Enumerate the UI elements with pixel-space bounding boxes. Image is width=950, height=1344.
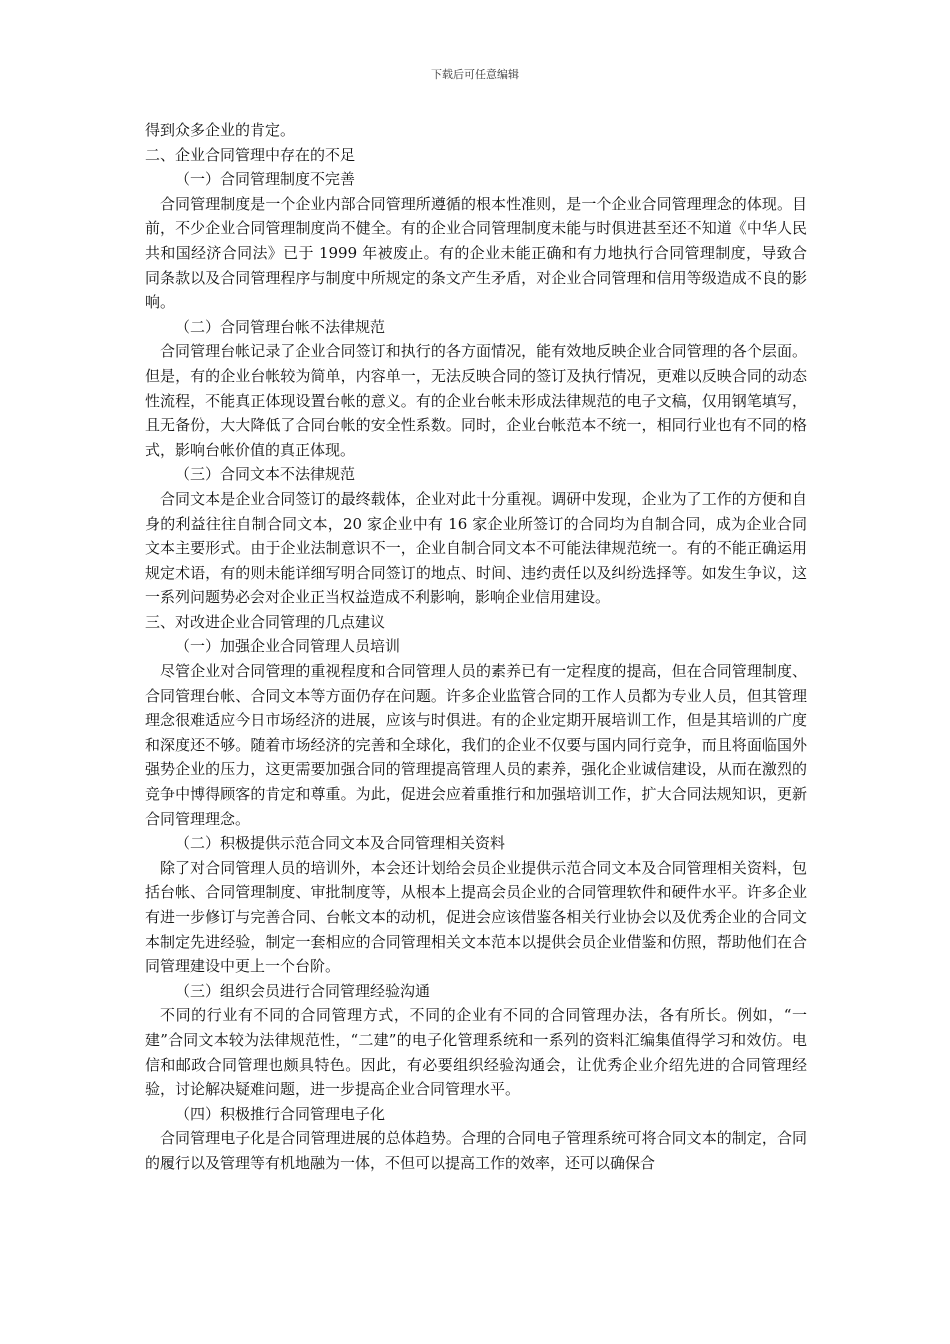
document-body bbox=[145, 118, 807, 1176]
subsection-heading: （三）组织会员进行合同管理经验沟通 bbox=[175, 981, 431, 1000]
body-paragraph: 合同管理制度是一个企业内部合同管理所遵循的根本性准则，是一个企业合同管理理念的体现。目前，不少企业合同管理制度尚不健全。有的企业合同管理制度未能与时俱进甚至还不知道《中华人民共和国经济合同法》已于 1999 年被废止。有的企业未能正确和有力地执行合同管理制度，导致合同条款以及合同管理程序与制度中所规定的条文产生矛盾，对企业合同管理和信用等级造成不良的影响。 bbox=[145, 194, 807, 312]
body-paragraph: 合同文本是企业合同签订的最终载体，企业对此十分重视。调研中发现，企业为了工作的方便和自身的利益往往自制合同文本，20 家企业中有 16 家企业所签订的合同均为自制合同，成为企业合同文本主要形式。由于企业法制意识不一，企业自制合同文本不可能法律规范统一。有的不能正确运用规定术语，有的则未能详细写明合同签订的地点、时间、违约责任以及纠纷选择等。如发生争议，这一系列问题势必会对企业正当权益造成不利影响，影响企业信用建设。 bbox=[145, 489, 807, 607]
subsection-heading: （一）加强企业合同管理人员培训 bbox=[175, 637, 401, 656]
body-paragraph: 除了对合同管理人员的培训外，本会还计划给会员企业提供示范合同文本及合同管理相关资料，包括台帐、合同管理制度、审批制度等，从根本上提高会员企业的合同管理软件和硬件水平。许多企业有进一步修订与完善合同、台帐文本的动机，促进会应该借鉴各相关行业协会以及优秀企业的合同文本制定先进经验，制定一套相应的合同管理相关文本范本以提供会员企业借鉴和仿照，帮助他们在合同管理建设中更上一个台阶。 bbox=[145, 858, 807, 976]
subsection-heading: （二）积极提供示范合同文本及合同管理相关资料 bbox=[175, 834, 506, 853]
subsection-heading: （一）合同管理制度不完善 bbox=[175, 170, 356, 189]
body-paragraph: 合同管理电子化是合同管理进展的总体趋势。合理的合同电子管理系统可将合同文本的制定，合同的履行以及管理等有机地融为一体，不但可以提高工作的效率，还可以确保合 bbox=[145, 1129, 807, 1172]
subsection-heading: （三）合同文本不法律规范 bbox=[175, 465, 356, 484]
page-header: 下载后可任意编辑 bbox=[431, 68, 519, 81]
section-heading: 二、企业合同管理中存在的不足 bbox=[145, 145, 356, 164]
body-paragraph: 不同的行业有不同的合同管理方式，不同的企业有不同的合同管理办法，各有所长。例如，“一建”合同文本较为法律规范性，“二建”的电子化管理系统和一系列的资料汇编集值得学习和效仿。电信和邮政合同管理也颇具特色。因此，有必要组织经验沟通会，让优秀企业介绍先进的合同管理经验，讨论解决疑难问题，进一步提高企业合同管理水平。 bbox=[145, 1006, 807, 1099]
body-paragraph: 尽管企业对合同管理的重视程度和合同管理人员的素养已有一定程度的提高，但在合同管理制度、合同管理台帐、合同文本等方面仍存在问题。许多企业监管合同的工作人员都为专业人员，但其管理理念很难适应今日市场经济的进展，应该与时俱进。有的企业定期开展培训工作，但是其培训的广度和深度还不够。随着市场经济的完善和全球化，我们的企业不仅要与国内同行竞争，而且将面临国外强势企业的压力，这更需要加强合同的管理提高管理人员的素养，强化企业诚信建设，从而在激烈的竞争中博得顾客的肯定和尊重。为此，促进会应着重推行和加强培训工作，扩大合同法规知识，更新合同管理理念。 bbox=[145, 662, 807, 828]
body-paragraph: 合同管理台帐记录了企业合同签订和执行的各方面情况，能有效地反映企业合同管理的各个层面。但是，有的企业台帐较为简单，内容单一，无法反映合同的签订及执行情况，更难以反映合同的动态性流程，不能真正体现设置台帐的意义。有的企业台帐未形成法律规范的电子文稿，仅用钢笔填写，且无备份，大大降低了合同台帐的安全性系数。同时，企业台帐范本不统一，相同行业也有不同的格式，影响台帐价值的真正体现。 bbox=[145, 342, 807, 459]
section-heading: 三、对改进企业合同管理的几点建议 bbox=[145, 612, 386, 631]
body-paragraph: 得到众多企业的肯定。 bbox=[145, 121, 296, 139]
subsection-heading: （四）积极推行合同管理电子化 bbox=[175, 1104, 386, 1123]
subsection-heading: （二）合同管理台帐不法律规范 bbox=[175, 317, 386, 336]
